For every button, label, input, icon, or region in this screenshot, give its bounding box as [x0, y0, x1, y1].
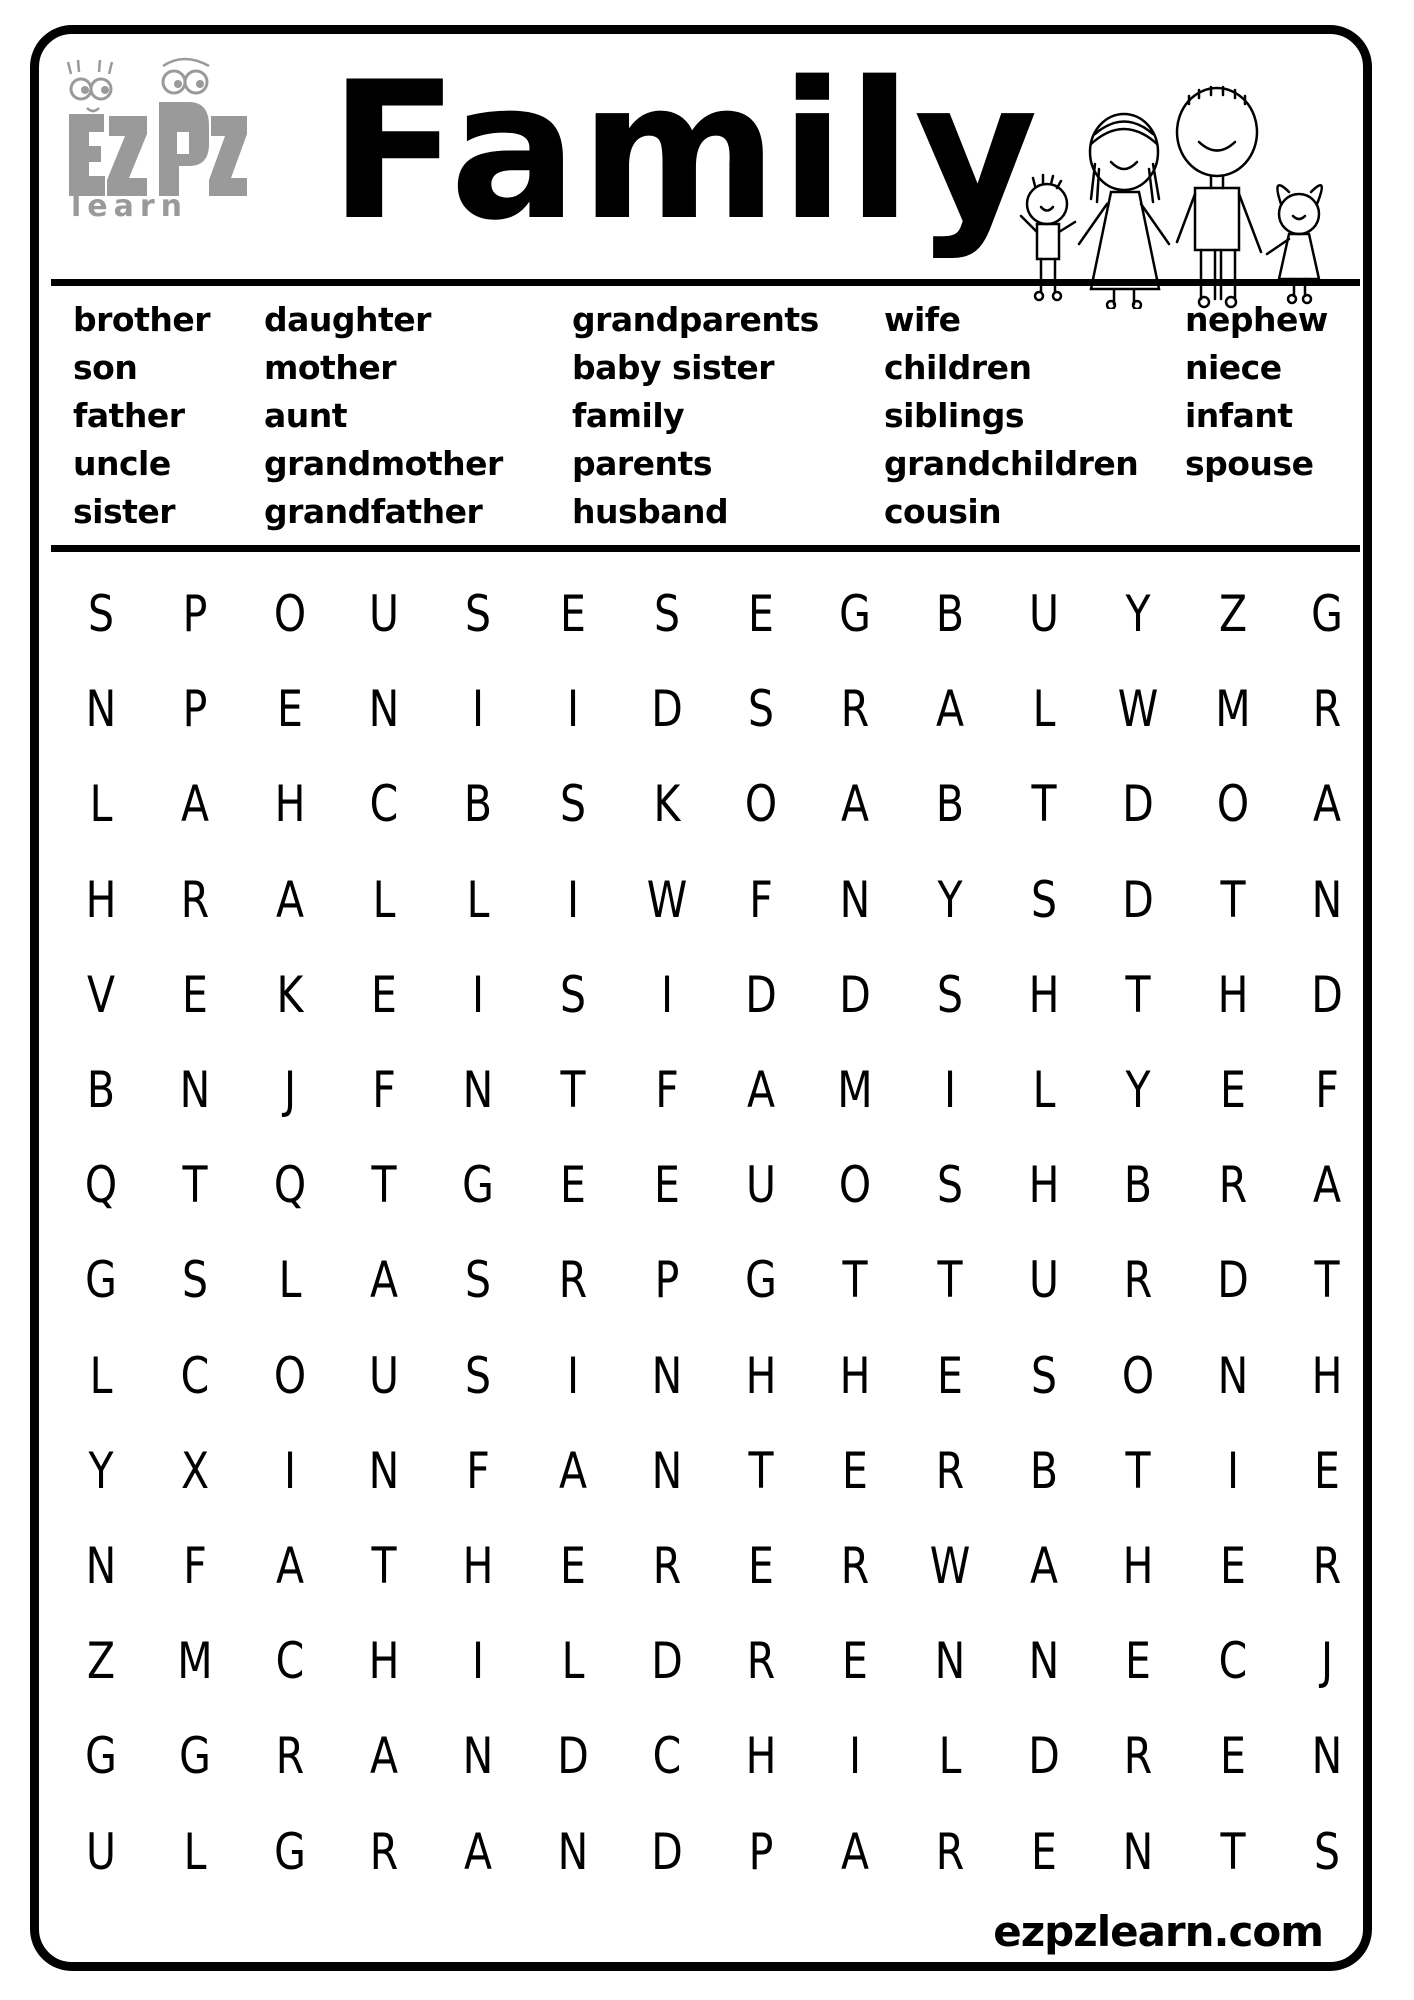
grid-letter[interactable]: Y — [937, 870, 963, 929]
grid-letter[interactable]: E — [1125, 1632, 1152, 1691]
grid-letter[interactable]: Q — [273, 1156, 306, 1215]
grid-letter[interactable]: S — [559, 965, 586, 1024]
grid-letter[interactable]: I — [566, 870, 579, 929]
grid-letter[interactable]: A — [369, 1727, 398, 1786]
grid-letter[interactable]: S — [1030, 1346, 1058, 1405]
grid-letter[interactable]: B — [86, 1061, 116, 1119]
word-item: baby sister — [572, 348, 775, 387]
grid-letter[interactable]: T — [559, 1061, 586, 1119]
footer-website: ezpzlearn.com — [993, 1907, 1323, 1956]
word-item: brother — [73, 300, 210, 339]
grid-letter[interactable]: A — [558, 1441, 587, 1500]
grid-letter[interactable]: I — [943, 1061, 956, 1119]
grid-letter[interactable]: U — [85, 1822, 117, 1881]
grid-letter[interactable]: D — [650, 1632, 683, 1691]
grid-letter[interactable]: R — [841, 1537, 870, 1595]
grid-letter[interactable]: S — [936, 1156, 963, 1215]
word-bank-column-4 — [884, 296, 1138, 536]
word-item: uncle — [73, 444, 171, 483]
grid-letter[interactable]: E — [936, 1346, 963, 1405]
grid-letter[interactable]: P — [748, 1822, 774, 1881]
grid-letter[interactable]: R — [369, 1822, 399, 1881]
word-item: father — [73, 396, 185, 435]
grid-letter[interactable]: D — [1028, 1727, 1060, 1786]
grid-letter[interactable]: D — [839, 965, 872, 1024]
grid-letter[interactable]: J — [283, 1061, 296, 1119]
grid-letter[interactable]: S — [748, 680, 775, 739]
grid-letter[interactable]: E — [1313, 1441, 1340, 1500]
grid-letter[interactable]: B — [935, 775, 964, 834]
grid-letter[interactable]: T — [371, 1156, 397, 1215]
grid-letter[interactable]: N — [462, 1727, 494, 1786]
word-bank-column-2 — [264, 296, 503, 536]
grid-letter[interactable]: I — [566, 1346, 579, 1405]
word-item: mother — [264, 348, 396, 387]
grid-row — [51, 774, 1360, 870]
grid-letter[interactable]: I — [283, 1441, 296, 1500]
word-item: wife — [884, 300, 961, 339]
grid-letter[interactable]: T — [1314, 1251, 1340, 1310]
grid-letter[interactable]: D — [1311, 965, 1343, 1024]
grid-row — [51, 1346, 1360, 1442]
grid-letter[interactable]: E — [370, 965, 397, 1024]
grid-letter[interactable]: B — [464, 775, 493, 834]
grid-letter[interactable]: L — [89, 775, 113, 834]
grid-row — [51, 679, 1360, 775]
grid-letter[interactable]: Y — [1125, 1061, 1151, 1119]
grid-row — [51, 1441, 1360, 1537]
word-item: sister — [73, 492, 176, 531]
grid-row — [51, 1250, 1360, 1346]
grid-letter[interactable]: N — [651, 1441, 683, 1500]
grid-letter[interactable]: A — [1312, 775, 1341, 834]
grid-letter[interactable]: G — [179, 1727, 212, 1786]
grid-letter[interactable]: H — [1028, 965, 1060, 1024]
grid-letter[interactable]: F — [654, 1061, 679, 1119]
grid-letter[interactable]: S — [936, 965, 963, 1024]
grid-letter[interactable]: J — [1320, 1632, 1333, 1691]
grid-letter[interactable]: L — [89, 1346, 113, 1405]
grid-letter[interactable]: L — [561, 1632, 584, 1691]
grid-letter[interactable]: E — [653, 1156, 680, 1215]
grid-letter[interactable]: N — [85, 1537, 117, 1595]
grid-letter[interactable]: G — [462, 1156, 495, 1215]
grid-letter[interactable]: E — [748, 585, 775, 643]
grid-row — [51, 870, 1360, 966]
grid-letter[interactable]: G — [745, 1251, 777, 1310]
word-item: grandchildren — [884, 444, 1139, 483]
grid-letter[interactable]: L — [1032, 680, 1056, 739]
grid-letter[interactable]: B — [1029, 1441, 1059, 1500]
grid-letter[interactable]: R — [1312, 680, 1342, 739]
grid-letter[interactable]: I — [660, 965, 673, 1024]
grid-letter[interactable]: F — [1315, 1061, 1339, 1119]
grid-letter[interactable]: W — [1118, 680, 1159, 739]
word-item: spouse — [1185, 444, 1314, 483]
word-bank-bottom-divider — [51, 545, 1360, 552]
grid-letter[interactable]: G — [1311, 585, 1343, 643]
word-item: son — [73, 348, 138, 387]
grid-letter[interactable]: T — [1220, 1822, 1246, 1881]
grid-letter[interactable]: E — [182, 965, 209, 1024]
grid-letter[interactable]: R — [1124, 1727, 1153, 1786]
grid-letter[interactable]: N — [179, 1061, 211, 1119]
grid-letter[interactable]: M — [1214, 680, 1251, 739]
word-item: children — [884, 348, 1032, 387]
grid-letter[interactable]: N — [1311, 870, 1343, 929]
grid-letter[interactable]: D — [650, 680, 683, 739]
grid-letter[interactable]: R — [935, 1822, 964, 1881]
grid-letter[interactable]: S — [465, 1251, 492, 1310]
grid-letter[interactable]: T — [1125, 965, 1151, 1024]
grid-letter[interactable]: Z — [1218, 585, 1247, 643]
grid-letter[interactable]: I — [566, 680, 579, 739]
word-item: family — [572, 396, 685, 435]
word-bank — [39, 296, 1363, 541]
grid-letter[interactable]: T — [1220, 870, 1246, 929]
grid-letter[interactable]: H — [462, 1537, 494, 1595]
grid-letter[interactable]: P — [182, 680, 208, 739]
grid-letter[interactable]: N — [1122, 1822, 1154, 1881]
grid-letter[interactable]: R — [652, 1537, 682, 1595]
grid-letter[interactable]: G — [839, 585, 872, 643]
grid-letter[interactable]: B — [1124, 1156, 1153, 1215]
grid-letter[interactable]: H — [1217, 965, 1249, 1024]
grid-letter[interactable]: R — [1124, 1251, 1153, 1310]
grid-letter[interactable]: N — [557, 1822, 588, 1881]
grid-letter[interactable]: Q — [84, 1156, 118, 1215]
grid-letter[interactable]: H — [274, 775, 306, 834]
grid-letter[interactable]: T — [1031, 775, 1057, 834]
grid-letter[interactable]: F — [372, 1061, 396, 1119]
grid-letter[interactable]: A — [841, 775, 870, 834]
grid-letter[interactable]: K — [653, 775, 681, 834]
grid-letter[interactable]: R — [558, 1251, 587, 1310]
grid-letter[interactable]: L — [938, 1727, 962, 1786]
word-item: aunt — [264, 396, 348, 435]
grid-letter[interactable]: F — [749, 870, 773, 929]
grid-letter[interactable]: C — [369, 775, 399, 834]
grid-letter[interactable]: O — [839, 1156, 872, 1215]
grid-row — [51, 1631, 1360, 1727]
grid-letter[interactable]: C — [1218, 1632, 1247, 1691]
grid-letter[interactable]: D — [1216, 1251, 1249, 1310]
grid-letter[interactable]: N — [368, 1441, 400, 1500]
grid-letter[interactable]: M — [837, 1061, 874, 1119]
grid-letter[interactable]: S — [653, 585, 680, 643]
word-item: parents — [572, 444, 712, 483]
grid-letter[interactable]: A — [275, 870, 304, 929]
word-item: daughter — [264, 300, 431, 339]
grid-letter[interactable]: E — [559, 585, 586, 643]
grid-letter[interactable]: D — [1122, 775, 1155, 834]
grid-row — [51, 1536, 1360, 1632]
grid-letter[interactable]: H — [1028, 1156, 1060, 1215]
grid-letter[interactable]: H — [839, 1346, 871, 1405]
grid-letter[interactable]: D — [745, 965, 777, 1024]
grid-letter[interactable]: L — [183, 1822, 207, 1881]
grid-letter[interactable]: O — [273, 585, 306, 643]
grid-letter[interactable]: S — [465, 585, 492, 643]
grid-letter[interactable]: M — [177, 1632, 213, 1691]
grid-letter[interactable]: P — [654, 1251, 680, 1310]
word-item: grandparents — [572, 300, 819, 339]
grid-letter[interactable]: W — [646, 870, 688, 929]
grid-letter[interactable]: I — [472, 965, 485, 1024]
word-item: nephew — [1185, 300, 1328, 339]
grid-letter[interactable]: H — [85, 870, 117, 929]
grid-letter[interactable]: T — [748, 1441, 774, 1500]
grid-letter[interactable]: U — [368, 585, 399, 643]
grid-letter[interactable]: I — [472, 680, 485, 739]
grid-letter[interactable]: N — [934, 1632, 966, 1691]
word-item: husband — [572, 492, 729, 531]
grid-letter[interactable]: I — [849, 1727, 862, 1786]
grid-letter[interactable]: R — [1312, 1537, 1342, 1595]
grid-letter[interactable]: E — [1031, 1822, 1057, 1881]
grid-letter[interactable]: P — [182, 585, 208, 643]
word-bank-column-3 — [572, 296, 819, 536]
grid-letter[interactable]: A — [1029, 1537, 1059, 1595]
grid-letter[interactable]: D — [1122, 870, 1155, 929]
grid-letter[interactable]: E — [559, 1156, 586, 1215]
word-item: cousin — [884, 492, 1002, 531]
worksheet-frame — [30, 25, 1372, 1971]
grid-letter[interactable]: U — [746, 1156, 777, 1215]
page-title: Family — [329, 41, 1040, 262]
grid-letter[interactable]: A — [1312, 1156, 1341, 1215]
family-illustration-icon — [999, 64, 1379, 309]
grid-letter[interactable]: R — [841, 680, 870, 739]
grid-letter[interactable]: A — [747, 1061, 776, 1119]
grid-letter[interactable]: Z — [86, 1632, 116, 1691]
grid-letter[interactable]: E — [748, 1537, 775, 1595]
grid-letter[interactable]: N — [462, 1061, 494, 1119]
grid-letter[interactable]: G — [85, 1251, 117, 1310]
grid-letter[interactable]: L — [278, 1251, 302, 1310]
grid-letter[interactable]: N — [1311, 1727, 1343, 1786]
grid-letter[interactable]: E — [842, 1632, 869, 1691]
grid-letter[interactable]: N — [651, 1346, 683, 1405]
grid-letter[interactable]: L — [466, 870, 490, 929]
grid-letter[interactable]: R — [1218, 1156, 1247, 1215]
grid-letter[interactable]: H — [745, 1727, 777, 1786]
grid-letter[interactable]: L — [372, 870, 396, 929]
grid-row — [51, 1060, 1360, 1156]
grid-letter[interactable]: G — [273, 1822, 306, 1881]
grid-letter[interactable]: N — [1028, 1632, 1060, 1691]
grid-letter[interactable]: A — [464, 1822, 493, 1881]
grid-letter[interactable]: N — [1217, 1346, 1248, 1405]
grid-letter[interactable]: S — [1030, 870, 1058, 929]
grid-letter[interactable]: W — [929, 1537, 970, 1595]
grid-row — [51, 584, 1360, 680]
grid-letter[interactable]: N — [368, 680, 400, 739]
grid-letter[interactable]: B — [935, 585, 964, 643]
grid-letter[interactable]: H — [1122, 1537, 1154, 1595]
grid-letter[interactable]: O — [1216, 775, 1249, 834]
grid-letter[interactable]: E — [559, 1537, 586, 1595]
ezpz-learn-logo-icon — [59, 44, 254, 224]
grid-row — [51, 965, 1360, 1061]
grid-letter[interactable]: V — [86, 965, 116, 1024]
grid-letter[interactable]: R — [181, 870, 210, 929]
word-item: siblings — [884, 396, 1024, 435]
grid-letter[interactable]: O — [273, 1346, 306, 1405]
grid-letter[interactable]: A — [841, 1822, 870, 1881]
grid-letter[interactable]: S — [465, 1346, 492, 1405]
grid-letter[interactable]: C — [275, 1632, 304, 1691]
grid-letter[interactable]: N — [840, 870, 871, 929]
grid-letter[interactable]: F — [183, 1537, 208, 1595]
grid-letter[interactable]: A — [181, 775, 210, 834]
grid-letter[interactable]: C — [652, 1727, 682, 1786]
grid-letter[interactable]: F — [466, 1441, 490, 1500]
grid-letter[interactable]: T — [182, 1156, 208, 1215]
grid-letter[interactable]: K — [276, 965, 304, 1024]
grid-letter[interactable]: O — [1122, 1346, 1155, 1405]
grid-letter[interactable]: S — [1313, 1822, 1340, 1881]
grid-letter[interactable]: H — [1311, 1346, 1343, 1405]
grid-letter[interactable]: R — [746, 1632, 776, 1691]
grid-letter[interactable]: H — [745, 1346, 777, 1405]
grid-letter[interactable]: I — [1226, 1441, 1239, 1500]
grid-letter[interactable]: E — [276, 680, 303, 739]
grid-letter[interactable]: D — [556, 1727, 589, 1786]
grid-row — [51, 1155, 1360, 1251]
grid-letter[interactable]: A — [369, 1251, 398, 1310]
grid-letter[interactable]: A — [275, 1537, 304, 1595]
word-item: grandmother — [264, 444, 503, 483]
grid-row — [51, 1822, 1360, 1918]
grid-letter[interactable]: T — [937, 1251, 963, 1310]
grid-letter[interactable]: S — [87, 585, 115, 643]
grid-letter[interactable]: A — [935, 680, 964, 739]
grid-letter[interactable]: E — [1219, 1727, 1246, 1786]
grid-letter[interactable]: Y — [1125, 585, 1151, 643]
word-bank-top-divider — [51, 279, 1360, 286]
grid-letter[interactable]: L — [1032, 1061, 1056, 1119]
grid-letter[interactable]: E — [1219, 1061, 1246, 1119]
grid-letter[interactable]: E — [842, 1441, 869, 1500]
grid-letter[interactable]: N — [85, 680, 117, 739]
grid-letter[interactable]: U — [1028, 1251, 1060, 1310]
word-bank-column-5 — [1185, 296, 1328, 488]
grid-row — [51, 1726, 1360, 1822]
grid-letter[interactable]: S — [559, 775, 586, 834]
grid-letter[interactable]: G — [85, 1727, 117, 1786]
grid-letter[interactable]: R — [935, 1441, 964, 1500]
word-item: infant — [1185, 396, 1293, 435]
grid-letter[interactable]: C — [180, 1346, 210, 1405]
grid-letter[interactable]: S — [182, 1251, 209, 1310]
word-item: grandfather — [264, 492, 483, 531]
grid-letter[interactable]: Y — [88, 1441, 114, 1500]
grid-letter[interactable]: D — [650, 1822, 683, 1881]
word-bank-column-1 — [73, 296, 210, 536]
grid-letter[interactable]: X — [181, 1441, 210, 1500]
grid-letter[interactable]: T — [1125, 1441, 1151, 1500]
grid-letter[interactable]: T — [371, 1537, 397, 1595]
grid-letter[interactable]: T — [842, 1251, 868, 1310]
svg-text:learn: learn — [71, 189, 189, 224]
word-item: niece — [1185, 348, 1282, 387]
grid-letter[interactable]: H — [368, 1632, 400, 1691]
grid-letter[interactable]: U — [1028, 585, 1060, 643]
grid-letter[interactable]: U — [368, 1346, 399, 1405]
grid-letter[interactable]: I — [472, 1632, 485, 1691]
grid-letter[interactable]: R — [275, 1727, 304, 1786]
grid-letter[interactable]: O — [744, 775, 778, 834]
grid-letter[interactable]: E — [1219, 1537, 1246, 1595]
